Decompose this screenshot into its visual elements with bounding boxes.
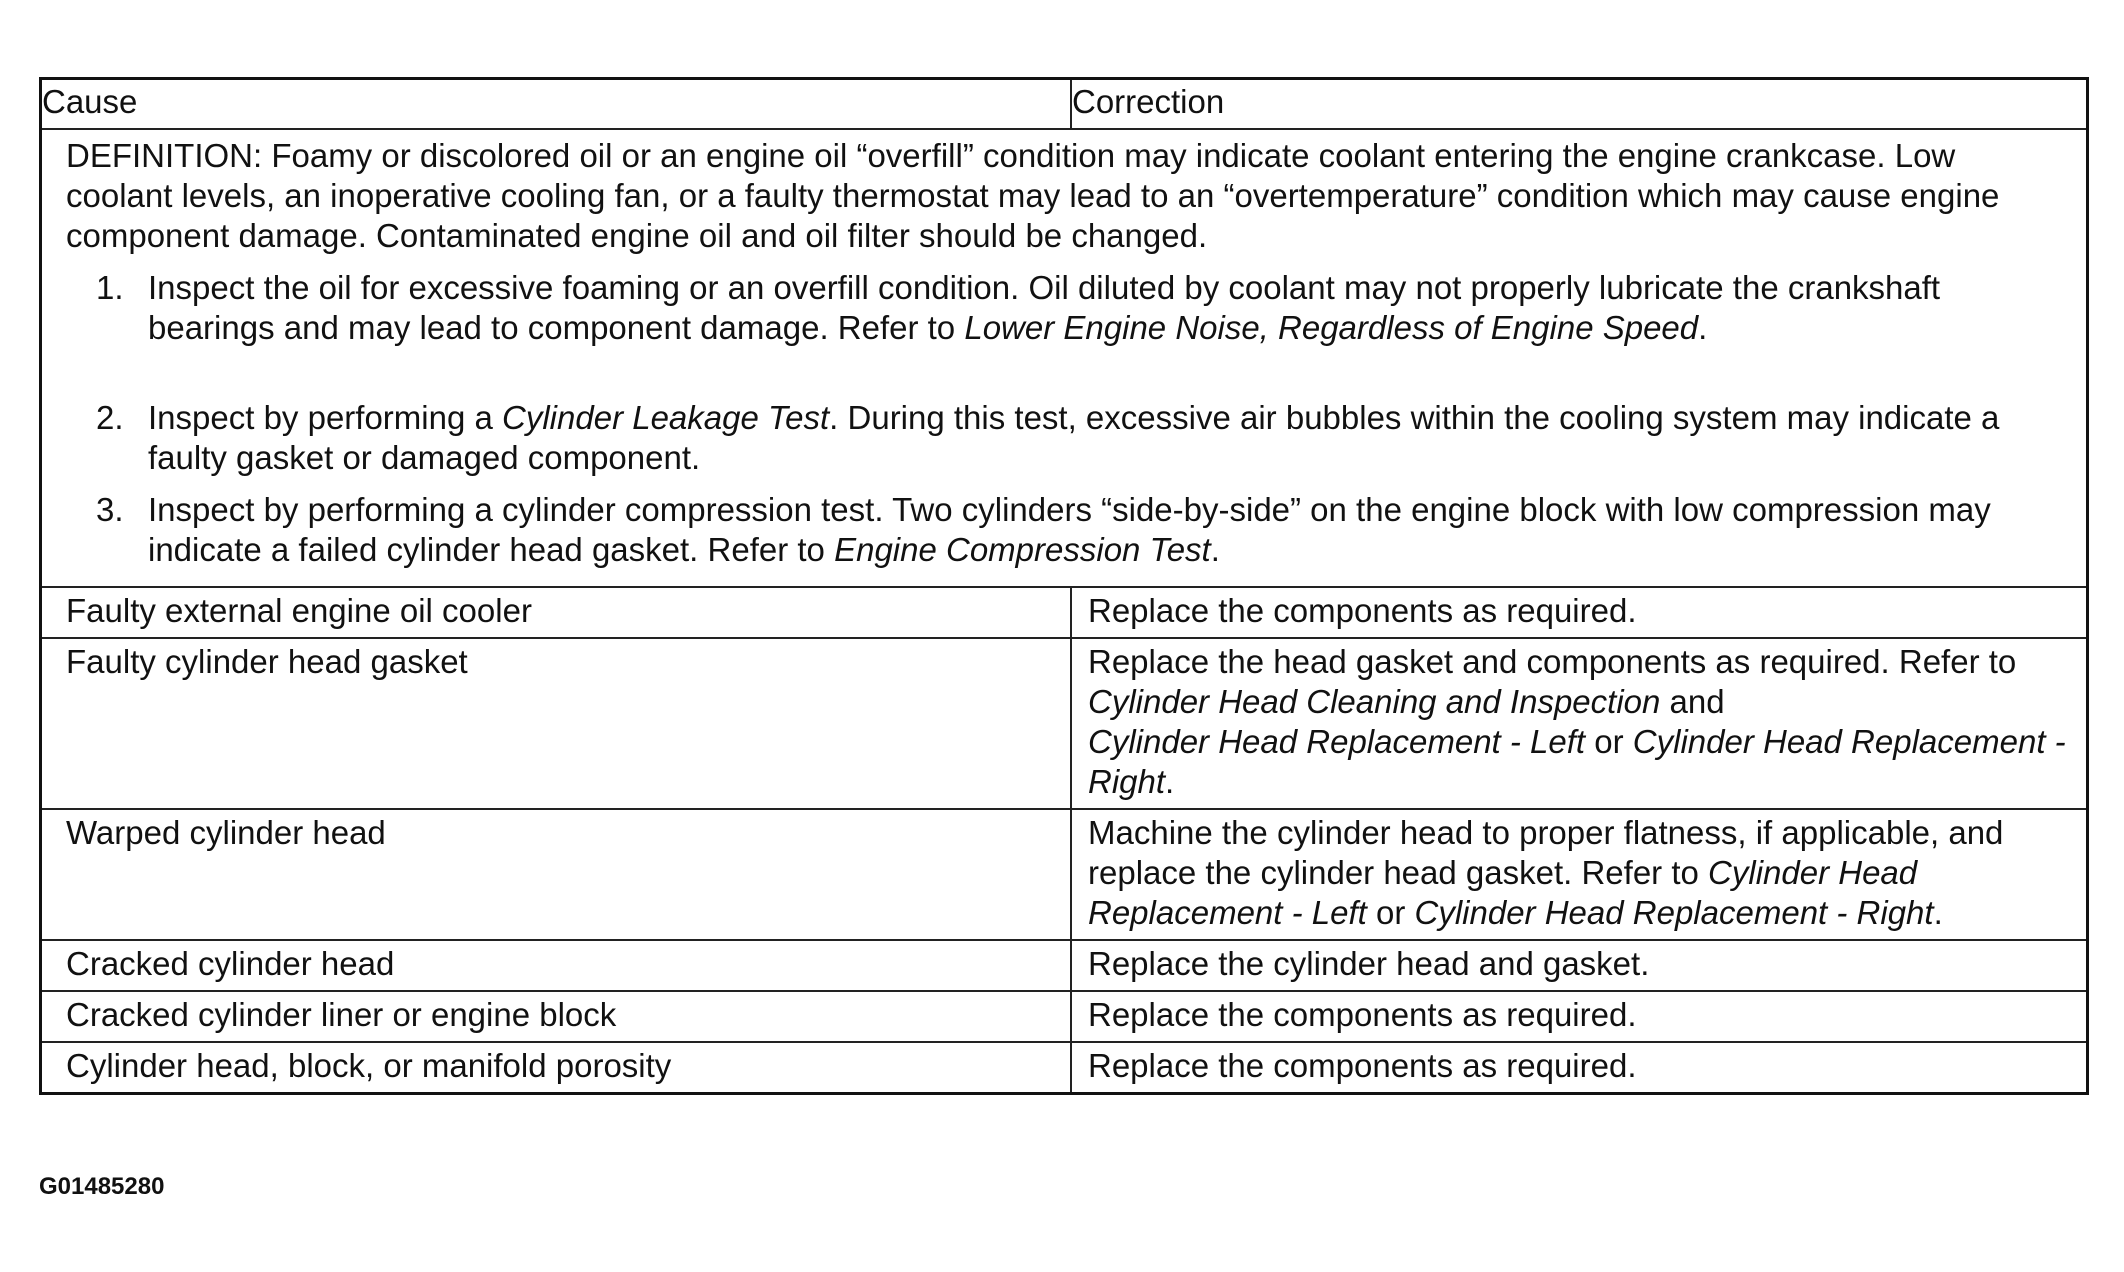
step-text: Inspect the oil for excessive foaming or an overfill condition. Oil diluted by coolant may not properly lubricate the crankshaft bearings and may lead to component damage. Refer to xyxy=(148,269,1941,346)
correction-text: . xyxy=(1165,763,1175,800)
diagnostic-table xyxy=(42,80,2086,1092)
figure-id-caption: G01485280 xyxy=(39,1173,165,1200)
step-text-end: . xyxy=(1698,309,1708,346)
cause-cell: Faulty cylinder head gasket xyxy=(42,638,1071,809)
inspection-step xyxy=(66,398,2066,478)
step-number: 1. xyxy=(96,269,124,306)
step-text-end: . During this test, excessive air bubbles within the cooling system may indicate a faulty gasket or damaged component. xyxy=(148,399,2000,476)
step-text: Inspect by performing a xyxy=(148,399,503,436)
step-text: Inspect by performing a cylinder compression test. Two cylinders “side-by-side” on the engine block with low compression may indicate a failed cylinder head gasket. Refer to xyxy=(148,491,1991,568)
correction-text: Replace the head gasket and components as required. Refer to xyxy=(1088,643,2017,680)
correction-reference: Cylinder Head Replacement - Left xyxy=(1088,854,1918,931)
cause-cell: Cracked cylinder head xyxy=(42,940,1071,991)
definition-text: DEFINITION: Foamy or discolored oil or an engine oil “overfill” condition may indicate coolant entering the engine crankcase. Low coolant levels, an inoperative cooling fan, or a faulty thermostat may lead to an “overtemperature” condition which may cause engine component damage. Contaminated engine oil and oil filter should be changed. xyxy=(66,137,2000,254)
cause-cell: Cylinder head, block, or manifold porosity xyxy=(42,1042,1071,1092)
correction-text: Replace the components as required. xyxy=(1088,1047,1637,1084)
correction-text: Replace the components as required. xyxy=(1088,592,1637,629)
correction-reference: Cylinder Head Replacement - Left xyxy=(1088,723,1586,760)
correction-text: Replace the cylinder head and gasket. xyxy=(1088,945,1650,982)
correction-cell xyxy=(1071,809,2086,940)
correction-cell xyxy=(1071,587,2086,638)
table-row xyxy=(42,991,2086,1042)
inspection-step xyxy=(66,268,2066,348)
step-reference: Cylinder Leakage Test xyxy=(502,399,830,436)
correction-cell xyxy=(1071,1042,2086,1092)
correction-text: and xyxy=(1660,683,1725,720)
step-reference: Engine Compression Test xyxy=(834,531,1211,568)
inspection-steps xyxy=(66,268,2066,570)
table-row xyxy=(42,587,2086,638)
inspection-step xyxy=(66,490,2066,570)
correction-cell xyxy=(1071,940,2086,991)
cause-cell: Warped cylinder head xyxy=(42,809,1071,940)
table-row xyxy=(42,1042,2086,1092)
correction-text: Replace the components as required. xyxy=(1088,996,1637,1033)
header-row xyxy=(42,80,2086,129)
cause-column-header: Cause xyxy=(42,80,1071,129)
table-row xyxy=(42,638,2086,809)
cause-cell: Faulty external engine oil cooler xyxy=(42,587,1071,638)
correction-cell xyxy=(1071,991,2086,1042)
step-reference: Lower Engine Noise, Regardless of Engine Speed xyxy=(964,309,1699,346)
definition-row xyxy=(42,129,2086,587)
correction-text: or xyxy=(1366,894,1415,931)
table-row xyxy=(42,809,2086,940)
correction-column-header: Correction xyxy=(1071,80,2086,129)
correction-reference: Cylinder Head Replacement - Right xyxy=(1088,723,2066,800)
correction-cell xyxy=(1071,638,2086,809)
step-number: 3. xyxy=(96,491,124,528)
correction-text: . xyxy=(1933,894,1943,931)
table-row xyxy=(42,940,2086,991)
correction-reference: Cylinder Head Cleaning and Inspection xyxy=(1088,683,1661,720)
cause-cell: Cracked cylinder liner or engine block xyxy=(42,991,1071,1042)
correction-text: or xyxy=(1585,723,1633,760)
step-number: 2. xyxy=(96,399,124,436)
correction-reference: Cylinder Head Replacement - Right xyxy=(1414,894,1934,931)
diagnostic-table-frame xyxy=(39,77,2089,1095)
definition-cell xyxy=(42,129,2086,587)
correction-text: Machine the cylinder head to proper flatness, if applicable, and replace the cylinder head gasket. Refer to xyxy=(1088,814,2004,891)
step-text-end: . xyxy=(1210,531,1220,568)
